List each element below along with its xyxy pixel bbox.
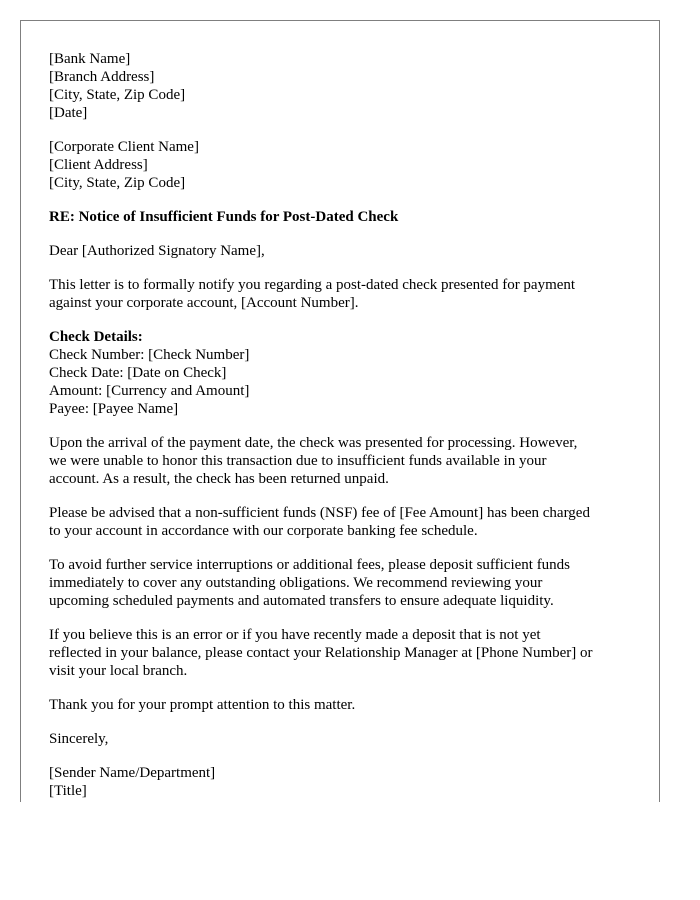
check-payee: Payee: [Payee Name] bbox=[49, 401, 179, 417]
avoid-line: immediately to cover any outstanding obligations. We recommend reviewing your bbox=[49, 575, 543, 591]
avoid-line: upcoming scheduled payments and automated transfers to ensure adequate liquidity. bbox=[49, 593, 554, 609]
intro-paragraph bbox=[49, 276, 639, 312]
closing-line: Sincerely, bbox=[49, 731, 109, 747]
error-line: visit your local branch. bbox=[49, 663, 188, 679]
fee-paragraph bbox=[49, 504, 639, 540]
subject-line: RE: Notice of Insufficient Funds for Post-Dated Check bbox=[49, 209, 399, 225]
letter-page bbox=[20, 20, 660, 802]
sender-city-state-zip: [City, State, Zip Code] bbox=[49, 87, 186, 103]
sender-title: [Title] bbox=[49, 783, 87, 799]
error-line: If you believe this is an error or if you have recently made a deposit that is not yet bbox=[49, 627, 541, 643]
client-address: [Client Address] bbox=[49, 157, 148, 173]
arrival-paragraph bbox=[49, 434, 639, 488]
intro-line: against your corporate account, [Account Number]. bbox=[49, 295, 359, 311]
check-date: Check Date: [Date on Check] bbox=[49, 365, 227, 381]
client-name: [Corporate Client Name] bbox=[49, 139, 199, 155]
recipient-address-block bbox=[49, 138, 639, 192]
recipient-city-state-zip: [City, State, Zip Code] bbox=[49, 175, 186, 191]
bank-name: [Bank Name] bbox=[49, 51, 131, 67]
thanks-line: Thank you for your prompt attention to this matter. bbox=[49, 697, 356, 713]
check-details-block bbox=[49, 328, 639, 418]
fee-line: Please be advised that a non-sufficient funds (NSF) fee of [Fee Amount] has been charged bbox=[49, 505, 590, 521]
fee-line: to your account in accordance with our corporate banking fee schedule. bbox=[49, 523, 478, 539]
salutation: Dear [Authorized Signatory Name], bbox=[49, 243, 265, 259]
intro-line: This letter is to formally notify you regarding a post-dated check presented for payment bbox=[49, 277, 576, 293]
branch-address: [Branch Address] bbox=[49, 69, 155, 85]
arrival-line: account. As a result, the check has been returned unpaid. bbox=[49, 471, 389, 487]
check-details-heading: Check Details: bbox=[49, 329, 143, 345]
avoid-line: To avoid further service interruptions or additional fees, please deposit sufficient funds bbox=[49, 557, 571, 573]
arrival-line: we were unable to honor this transaction due to insufficient funds available in your bbox=[49, 453, 547, 469]
salutation-block bbox=[49, 242, 639, 260]
subject-line-block bbox=[49, 208, 639, 226]
avoid-paragraph bbox=[49, 556, 639, 610]
sender-name: [Sender Name/Department] bbox=[49, 765, 216, 781]
check-number: Check Number: [Check Number] bbox=[49, 347, 250, 363]
error-line: reflected in your balance, please contact your Relationship Manager at [Phone Number] or bbox=[49, 645, 593, 661]
signature-block bbox=[49, 764, 639, 800]
letter-date: [Date] bbox=[49, 105, 88, 121]
letter-body bbox=[49, 50, 639, 800]
thanks-block bbox=[49, 696, 639, 714]
sender-address-block bbox=[49, 50, 639, 122]
arrival-line: Upon the arrival of the payment date, the check was presented for processing. However, bbox=[49, 435, 578, 451]
check-amount: Amount: [Currency and Amount] bbox=[49, 383, 250, 399]
closing-block bbox=[49, 730, 639, 748]
error-paragraph bbox=[49, 626, 639, 680]
